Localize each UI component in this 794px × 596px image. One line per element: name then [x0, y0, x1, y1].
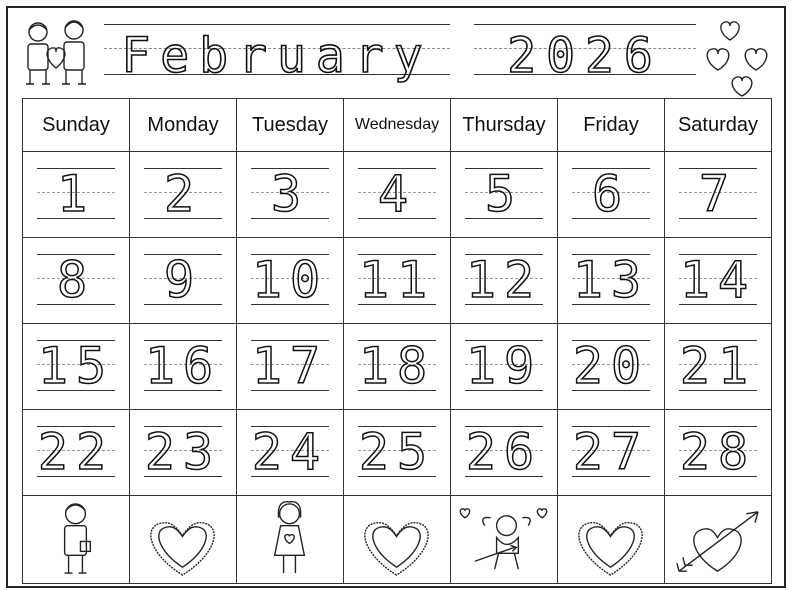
day-cell	[344, 238, 451, 324]
day-cell	[558, 238, 665, 324]
day-cell	[451, 410, 558, 496]
day-number: 23	[144, 423, 222, 481]
day-number: 7	[698, 165, 738, 223]
day-number: 19	[465, 337, 543, 395]
day-cell	[130, 324, 237, 410]
day-cell	[130, 238, 237, 324]
weekday-header-row	[23, 99, 772, 152]
day-cell	[451, 238, 558, 324]
month-label: February	[121, 28, 433, 84]
boy-icon	[23, 496, 129, 583]
hearts-cluster-icon	[700, 14, 780, 98]
day-number: 8	[56, 251, 96, 309]
day-number: 28	[679, 423, 757, 481]
day-cell	[344, 324, 451, 410]
month-title	[104, 18, 450, 88]
day-number: 13	[572, 251, 650, 309]
day-cell	[237, 152, 344, 238]
day-cell	[665, 238, 772, 324]
weekday-header: Friday	[558, 99, 665, 152]
day-number: 6	[591, 165, 631, 223]
day-number: 10	[251, 251, 329, 309]
picture-cell	[665, 496, 772, 584]
day-number: 15	[37, 337, 115, 395]
day-cell	[344, 410, 451, 496]
day-number: 5	[484, 165, 524, 223]
weekday-header: Monday	[130, 99, 237, 152]
day-number: 20	[572, 337, 650, 395]
week-row	[23, 152, 772, 238]
picture-cell	[23, 496, 130, 584]
week-row	[23, 410, 772, 496]
day-cell	[237, 324, 344, 410]
picture-cell	[344, 496, 451, 584]
day-cell	[344, 152, 451, 238]
day-number: 21	[679, 337, 757, 395]
day-cell	[237, 410, 344, 496]
weekday-header: Tuesday	[237, 99, 344, 152]
day-cell	[451, 324, 558, 410]
weekday-header: Sunday	[23, 99, 130, 152]
picture-row	[23, 496, 772, 584]
day-cell	[665, 324, 772, 410]
day-number: 12	[465, 251, 543, 309]
day-cell	[665, 152, 772, 238]
day-number: 27	[572, 423, 650, 481]
day-cell	[558, 324, 665, 410]
picture-cell	[130, 496, 237, 584]
weekday-header: Saturday	[665, 99, 772, 152]
day-number: 24	[251, 423, 329, 481]
day-cell	[23, 324, 130, 410]
lace-heart-icon	[130, 496, 236, 583]
day-number: 26	[465, 423, 543, 481]
picture-cell	[237, 496, 344, 584]
day-cell	[558, 152, 665, 238]
day-cell	[23, 410, 130, 496]
girl-icon	[237, 496, 343, 583]
picture-cell	[558, 496, 665, 584]
lace-heart-icon	[558, 496, 664, 583]
worksheet-page	[6, 6, 786, 588]
year-title	[474, 18, 696, 88]
day-number: 17	[251, 337, 329, 395]
day-number: 22	[37, 423, 115, 481]
day-number: 9	[163, 251, 203, 309]
day-number: 18	[358, 337, 436, 395]
day-cell	[130, 410, 237, 496]
day-number: 25	[358, 423, 436, 481]
year-label: 2026	[507, 28, 663, 84]
day-cell	[451, 152, 558, 238]
day-number: 1	[56, 165, 96, 223]
couple-with-heart-icon	[16, 16, 98, 92]
day-cell	[130, 152, 237, 238]
header	[8, 8, 784, 100]
day-cell	[23, 152, 130, 238]
day-cell	[23, 238, 130, 324]
calendar-grid	[22, 98, 772, 584]
weekday-header: Wednesday	[344, 99, 451, 152]
day-cell	[558, 410, 665, 496]
day-cell	[237, 238, 344, 324]
week-row	[23, 238, 772, 324]
day-number: 14	[679, 251, 757, 309]
day-number: 16	[144, 337, 222, 395]
day-number: 3	[270, 165, 310, 223]
week-row	[23, 324, 772, 410]
cupid-icon	[451, 496, 557, 583]
day-number: 2	[163, 165, 203, 223]
day-number: 4	[377, 165, 417, 223]
day-cell	[665, 410, 772, 496]
weekday-header: Thursday	[451, 99, 558, 152]
day-number: 11	[358, 251, 436, 309]
heart-arrow-icon	[665, 496, 771, 583]
picture-cell	[451, 496, 558, 584]
lace-heart-icon	[344, 496, 450, 583]
